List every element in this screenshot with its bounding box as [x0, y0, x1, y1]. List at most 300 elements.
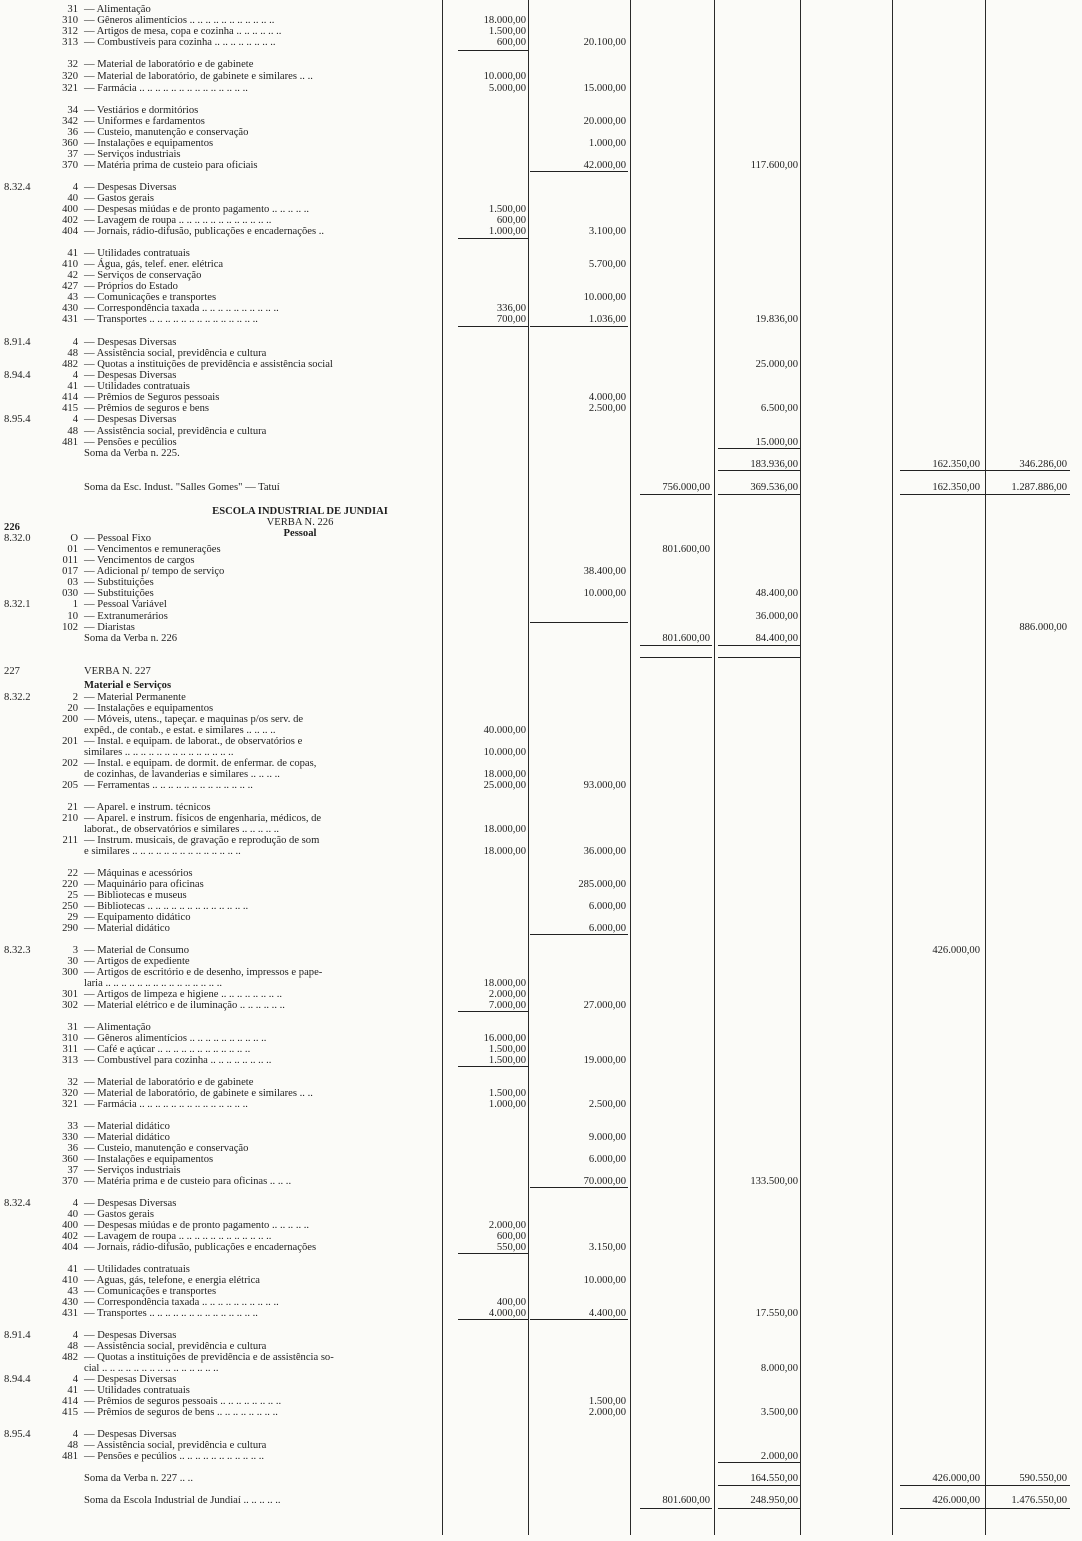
item-code: 3	[72, 945, 78, 956]
item-description: — Extranumerários	[84, 611, 168, 622]
item-code: 250	[62, 901, 78, 912]
item-code: 430	[62, 303, 78, 314]
amount-col-3: 801.600,00	[662, 633, 710, 644]
item-description: — Material de Consumo	[84, 945, 190, 956]
ledger-row	[0, 226, 1080, 238]
amount-col-2: 1.036,00	[588, 314, 626, 325]
amount-col-5: 426.000,00	[932, 945, 980, 956]
ledger-row	[0, 71, 1080, 83]
amount-col-1: 2.000,00	[488, 1220, 526, 1231]
item-code: 4	[72, 182, 78, 193]
item-description: — Material de laboratório, de gabinete e similares .. ..	[84, 1088, 313, 1099]
total-rule	[718, 657, 800, 658]
item-description: — Artigos de mesa, copa e cozinha .. .. .. .. .. ..	[84, 26, 282, 37]
margin-verba-226: 226	[4, 522, 20, 533]
item-description: — Matéria prima e de custeio para oficinas .. .. ..	[84, 1176, 292, 1187]
item-description: — Transportes .. .. .. .. .. .. .. .. .. .. .. .. .. ..	[84, 314, 258, 325]
amount-col-1: 2.000,00	[488, 989, 526, 1000]
item-description: — Serviços de conservação	[84, 270, 202, 281]
item-description: — Material de laboratório e de gabinete	[84, 59, 254, 70]
item-description: — Uniformes e fardamentos	[84, 116, 205, 127]
item-code: 431	[62, 1308, 78, 1319]
amount-col-3: 756.000,00	[662, 482, 710, 493]
item-description: — Artigos de limpeza e higiene .. .. .. .. .. .. .. ..	[84, 989, 283, 1000]
amount-col-3: 801.600,00	[662, 1495, 710, 1506]
item-code: 320	[62, 71, 78, 82]
item-code: 402	[62, 215, 78, 226]
item-description: — Despesas miúdas e de pronto pagamento .. .. .. .. ..	[84, 204, 310, 215]
ledger-row	[0, 37, 1080, 49]
amount-col-2: 3.100,00	[588, 226, 626, 237]
amount-col-4: 133.500,00	[750, 1176, 798, 1187]
item-description: — Utilidades contratuais	[84, 1385, 190, 1396]
amount-col-4: 3.500,00	[760, 1407, 798, 1418]
item-description: similares .. .. .. .. .. .. .. .. .. .. .. .. .. ..	[84, 747, 234, 758]
amount-col-2: 70.000,00	[583, 1176, 626, 1187]
item-code: 360	[62, 138, 78, 149]
item-code: 211	[62, 835, 78, 846]
amount-col-2: 10.000,00	[583, 292, 626, 303]
amount-col-1: 1.500,00	[488, 204, 526, 215]
item-code: 48	[67, 1440, 78, 1451]
ledger-row	[0, 846, 1080, 858]
amount-col-4: 2.000,00	[760, 1451, 798, 1462]
amount-col-2: 2.500,00	[588, 403, 626, 414]
classification-code: 8.95.4	[4, 1429, 31, 1440]
amount-col-5: 426.000,00	[932, 1473, 980, 1484]
item-description: laborat., de observatórios e similares .. .. .. .. ..	[84, 824, 280, 835]
item-description: — Material didático	[84, 923, 170, 934]
item-description: — Despesas Diversas	[84, 1374, 177, 1385]
school-title: ESCOLA INDUSTRIAL DE JUNDIAI	[212, 506, 388, 517]
item-description: — Utilidades contratuais	[84, 1264, 190, 1275]
amount-col-2: 10.000,00	[583, 588, 626, 599]
ledger-row	[0, 1473, 1080, 1485]
ledger-row	[0, 1099, 1080, 1111]
amount-col-6: 590.550,00	[1019, 1473, 1067, 1484]
item-code: 313	[62, 37, 78, 48]
item-description: — Diaristas	[84, 622, 135, 633]
amount-col-1: 700,00	[496, 314, 526, 325]
amount-col-5: 426.000,00	[932, 1495, 980, 1506]
item-description: — Despesas Diversas	[84, 370, 177, 381]
item-code: 205	[62, 780, 78, 791]
item-code: 011	[62, 555, 78, 566]
item-code: 4	[72, 1330, 78, 1341]
ledger-row	[0, 83, 1080, 95]
item-code: 481	[62, 437, 78, 448]
item-description: — Gêneros alimentícios .. .. .. .. .. .. .. .. .. .. ..	[84, 15, 275, 26]
amount-col-2: 93.000,00	[583, 780, 626, 791]
amount-col-2: 5.700,00	[588, 259, 626, 270]
total-rule	[458, 326, 528, 327]
item-code: 321	[62, 1099, 78, 1110]
item-code: 37	[67, 149, 78, 160]
item-description: Material e Serviços	[84, 680, 172, 691]
item-code: 481	[62, 1451, 78, 1462]
total-rule	[718, 645, 800, 646]
ledger-row	[0, 1055, 1080, 1067]
item-description: Soma da Verba n. 225.	[84, 448, 180, 459]
ledger-row	[0, 780, 1080, 792]
item-description: cial .. .. .. .. .. .. .. .. .. .. .. .. .. .. ..	[84, 1363, 219, 1374]
classification-code: 8.32.3	[4, 945, 31, 956]
amount-col-1: 1.500,00	[488, 1055, 526, 1066]
item-code: 415	[62, 403, 78, 414]
amount-col-2: 1.000,00	[588, 138, 626, 149]
item-code: 34	[67, 105, 78, 116]
amount-col-1: 600,00	[496, 37, 526, 48]
total-rule	[985, 1485, 1070, 1486]
item-code: 427	[62, 281, 78, 292]
item-code: 311	[62, 1044, 78, 1055]
item-code: 40	[67, 193, 78, 204]
item-description: — Assistência social, previdência e cultura	[84, 1440, 267, 1451]
item-description: — Material didático	[84, 1132, 170, 1143]
item-description: VERBA N. 227	[84, 666, 151, 677]
amount-col-1: 1.500,00	[488, 1044, 526, 1055]
item-code: 030	[62, 588, 78, 599]
item-description: — Farmácia .. .. .. .. .. .. .. .. .. .. .. .. .. ..	[84, 1099, 248, 1110]
ledger-row	[0, 666, 1080, 678]
amount-col-6: 1.287.886,00	[1011, 482, 1067, 493]
item-code: 41	[67, 381, 78, 392]
amount-col-4: 15.000,00	[755, 437, 798, 448]
item-description: — Vestiários e dormitórios	[84, 105, 199, 116]
item-description: — Custeio, manutenção e conservação	[84, 127, 249, 138]
item-description: — Artigos de expediente	[84, 956, 190, 967]
classification-code: 8.94.4	[4, 1374, 31, 1385]
item-code: 01	[67, 544, 78, 555]
item-code: 4	[72, 337, 78, 348]
item-description: — Ferramentas .. .. .. .. .. .. .. .. .. .. .. .. ..	[84, 780, 253, 791]
item-description: — Bibliotecas e museus	[84, 890, 187, 901]
amount-col-1: 600,00	[496, 1231, 526, 1242]
total-rule	[718, 494, 800, 495]
item-description: — Custeio, manutenção e conservação	[84, 1143, 249, 1154]
item-code: 430	[62, 1297, 78, 1308]
amount-col-2: 36.000,00	[583, 846, 626, 857]
item-code: 302	[62, 1000, 78, 1011]
item-description: — Prêmios de seguros pessoais .. .. .. .. .. .. .. ..	[84, 1396, 282, 1407]
classification-code: 8.32.4	[4, 182, 31, 193]
item-description: expêd., de contab., e estat. e similares .. .. .. ..	[84, 725, 276, 736]
item-description: — Instalações e equipamentos	[84, 703, 214, 714]
item-code: 32	[67, 1077, 78, 1088]
amount-col-2: 4.400,00	[588, 1308, 626, 1319]
item-code: 210	[62, 813, 78, 824]
item-code: 22	[67, 868, 78, 879]
amount-col-4: 117.600,00	[750, 160, 798, 171]
item-description: — Instal. e equipam. de dormit. de enfermar. de copas,	[84, 758, 317, 769]
item-description: — Água, gás, telef. ener. elétrica	[84, 259, 224, 270]
ledger-row	[0, 599, 1080, 611]
amount-col-2: 15.000,00	[583, 83, 626, 94]
item-code: 360	[62, 1154, 78, 1165]
ledger-row	[0, 59, 1080, 71]
amount-col-1: 336,00	[496, 303, 526, 314]
item-description: — Lavagem de roupa .. .. .. .. .. .. .. .. .. .. .. ..	[84, 215, 272, 226]
amount-col-1: 10.000,00	[483, 747, 526, 758]
item-description: — Pensões e pecúlios	[84, 437, 177, 448]
item-description: — Maquinário para oficinas	[84, 879, 204, 890]
item-description: — Comunicações e transportes	[84, 1286, 217, 1297]
classification-code: 8.95.4	[4, 414, 31, 425]
amount-col-1: 10.000,00	[483, 71, 526, 82]
amount-col-2: 6.000,00	[588, 1154, 626, 1165]
item-description: — Assistência social, previdência e cultura	[84, 348, 267, 359]
item-code: 414	[62, 392, 78, 403]
item-description: — Vencimentos e remunerações	[84, 544, 221, 555]
item-code: 4	[72, 1198, 78, 1209]
amount-col-2: 38.400,00	[583, 566, 626, 577]
item-code: 1	[72, 599, 78, 610]
amount-col-4: 48.400,00	[755, 588, 798, 599]
item-description: — Gastos gerais	[84, 1209, 155, 1220]
item-description: — Alimentação	[84, 4, 151, 15]
amount-col-1: 1.000,00	[488, 226, 526, 237]
total-rule	[640, 657, 712, 658]
ledger-row	[0, 482, 1080, 494]
amount-col-4: 19.836,00	[755, 314, 798, 325]
item-description: — Prêmios de Seguros pessoais	[84, 392, 220, 403]
item-description: e similares .. .. .. .. .. .. .. .. .. .. .. .. .. ..	[84, 846, 241, 857]
item-description: — Despesas Diversas	[84, 414, 177, 425]
item-description: — Aguas, gás, telefone, e energia elétrica	[84, 1275, 260, 1286]
item-code: 31	[67, 4, 78, 15]
amount-col-2: 27.000,00	[583, 1000, 626, 1011]
item-code: 33	[67, 1121, 78, 1132]
item-code: 312	[62, 26, 78, 37]
item-code: 321	[62, 83, 78, 94]
item-code: 415	[62, 1407, 78, 1418]
item-description: — Assistência social, previdência e cultura	[84, 1341, 267, 1352]
amount-col-4: 183.936,00	[750, 459, 798, 470]
item-description: — Bibliotecas .. .. .. .. .. .. .. .. .. .. .. .. ..	[84, 901, 249, 912]
amount-col-4: 8.000,00	[760, 1363, 798, 1374]
amount-col-2: 10.000,00	[583, 1275, 626, 1286]
item-code: 41	[67, 1264, 78, 1275]
item-code: 200	[62, 714, 78, 725]
item-description: — Instal. e equipam. de laborat., de observatórios e	[84, 736, 303, 747]
amount-col-1: 400,00	[496, 1297, 526, 1308]
item-description: — Substituições	[84, 588, 154, 599]
amount-col-2: 1.500,00	[588, 1396, 626, 1407]
amount-col-4: 248.950,00	[750, 1495, 798, 1506]
total-rule	[458, 238, 528, 239]
amount-col-1: 1.500,00	[488, 1088, 526, 1099]
item-description: — Material de laboratório e de gabinete	[84, 1077, 254, 1088]
item-description: laria .. .. .. .. .. .. .. .. .. .. .. .. .. .. ..	[84, 978, 222, 989]
item-description: — Combustível para cozinha .. .. .. .. .. .. .. ..	[84, 1055, 272, 1066]
amount-col-4: 17.550,00	[755, 1308, 798, 1319]
item-code: 29	[67, 912, 78, 923]
item-code: 20	[67, 703, 78, 714]
item-code: 36	[67, 1143, 78, 1154]
item-code: 43	[67, 292, 78, 303]
item-description: — Móveis, utens., tapeçar. e maquinas p/os serv. de	[84, 714, 304, 725]
item-code: 48	[67, 426, 78, 437]
item-description: — Material de laboratório, de gabinete e similares .. ..	[84, 71, 313, 82]
item-description: — Adicional p/ tempo de serviço	[84, 566, 225, 577]
item-code: 410	[62, 1275, 78, 1286]
ledger-row	[0, 633, 1080, 645]
amount-col-2: 19.000,00	[583, 1055, 626, 1066]
item-description: — Comunicações e transportes	[84, 292, 217, 303]
amount-col-2: 2.000,00	[588, 1407, 626, 1418]
item-code: 102	[62, 622, 78, 633]
item-description: Soma da Verba n. 226	[84, 633, 178, 644]
amount-col-1: 18.000,00	[483, 978, 526, 989]
amount-col-3: 801.600,00	[662, 544, 710, 555]
item-description: — Vencimentos de cargos	[84, 555, 195, 566]
item-description: — Jornais, rádio-difusão, publicações e encadernações	[84, 1242, 317, 1253]
item-description: — Correspondência taxada .. .. .. .. .. .. .. .. .. ..	[84, 303, 279, 314]
item-description: — Despesas Diversas	[84, 1198, 177, 1209]
amount-col-1: 25.000,00	[483, 780, 526, 791]
item-code: 32	[67, 59, 78, 70]
item-description: — Material elétrico e de iluminação .. .. .. .. .. ..	[84, 1000, 285, 1011]
ledger-row	[0, 1176, 1080, 1188]
ledger-row	[0, 314, 1080, 326]
item-code: 41	[67, 248, 78, 259]
ledger-row	[0, 459, 1080, 471]
amount-col-1: 5.000,00	[488, 83, 526, 94]
amount-col-1: 18.000,00	[483, 824, 526, 835]
item-description: — Jornais, rádio-difusão, publicações e encadernações ..	[84, 226, 325, 237]
item-code: 31	[67, 1022, 78, 1033]
item-code: 310	[62, 1033, 78, 1044]
total-rule	[458, 50, 528, 51]
item-code: 30	[67, 956, 78, 967]
amount-col-4: 36.000,00	[755, 611, 798, 622]
item-code: 48	[67, 1341, 78, 1352]
item-description: — Utilidades contratuais	[84, 248, 190, 259]
item-code: 201	[62, 736, 78, 747]
total-rule	[985, 494, 1070, 495]
item-description: — Despesas Diversas	[84, 1429, 177, 1440]
item-description: — Café e açúcar .. .. .. .. .. .. .. .. .. .. .. ..	[84, 1044, 251, 1055]
amount-col-6: 346.286,00	[1019, 459, 1067, 470]
amount-col-2: 4.000,00	[588, 392, 626, 403]
amount-col-2: 3.150,00	[588, 1242, 626, 1253]
item-code: 402	[62, 1231, 78, 1242]
item-description: — Despesas Diversas	[84, 1330, 177, 1341]
classification-code: 8.91.4	[4, 337, 31, 348]
item-code: 202	[62, 758, 78, 769]
amount-col-6: 886.000,00	[1019, 622, 1067, 633]
item-description: — Despesas miúdas e de pronto pagamento .. .. .. .. ..	[84, 1220, 310, 1231]
item-description: — Equipamento didático	[84, 912, 191, 923]
amount-col-6: 1.476.550,00	[1011, 1495, 1067, 1506]
item-description: — Utilidades contratuais	[84, 381, 190, 392]
item-code: 40	[67, 1209, 78, 1220]
item-description: — Matéria prima de custeio para oficiais	[84, 160, 258, 171]
item-code: 21	[67, 802, 78, 813]
item-code: O	[70, 533, 78, 544]
item-code: 42	[67, 270, 78, 281]
item-description: — Despesas Diversas	[84, 337, 177, 348]
item-code: 404	[62, 1242, 78, 1253]
total-rule	[900, 1508, 985, 1509]
item-description: — Próprios do Estado	[84, 281, 178, 292]
total-rule	[640, 645, 712, 646]
item-code: 03	[67, 577, 78, 588]
item-description: — Serviços industriais	[84, 149, 181, 160]
classification-code: 8.32.1	[4, 599, 31, 610]
item-code: 36	[67, 127, 78, 138]
item-code: 2	[72, 692, 78, 703]
item-code: 017	[62, 566, 78, 577]
ledger-row	[0, 1407, 1080, 1419]
ledger-row	[0, 1495, 1080, 1507]
item-code: 313	[62, 1055, 78, 1066]
item-description: — Pessoal Fixo	[84, 533, 152, 544]
item-code: 431	[62, 314, 78, 325]
classification-code: 8.32.4	[4, 1198, 31, 1209]
amount-col-2: 20.000,00	[583, 116, 626, 127]
item-description: — Quotas a instituições de previdência e de assistência so-	[84, 1352, 334, 1363]
total-rule	[900, 494, 985, 495]
item-description: — Despesas Diversas	[84, 182, 177, 193]
amount-col-4: 369.536,00	[750, 482, 798, 493]
item-description: — Serviços industriais	[84, 1165, 181, 1176]
item-description: — Prêmios de seguros de bens .. .. .. .. .. .. .. ..	[84, 1407, 278, 1418]
item-code: 330	[62, 1132, 78, 1143]
item-description: — Farmácia .. .. .. .. .. .. .. .. .. .. .. .. .. ..	[84, 83, 248, 94]
amount-col-4: 164.550,00	[750, 1473, 798, 1484]
item-code: 25	[67, 890, 78, 901]
item-code: 4	[72, 370, 78, 381]
amount-col-4: 84.400,00	[755, 633, 798, 644]
item-description: — Gastos gerais	[84, 193, 155, 204]
item-description: — Combustíveis para cozinha .. .. .. .. .. .. .. ..	[84, 37, 276, 48]
item-description: — Prêmios de seguros e bens	[84, 403, 210, 414]
pessoal-heading: Pessoal	[283, 528, 317, 539]
ledger-row	[0, 414, 1080, 426]
amount-col-1: 600,00	[496, 215, 526, 226]
item-code: 301	[62, 989, 78, 1000]
amount-col-1: 16.000,00	[483, 1033, 526, 1044]
item-code: 482	[62, 359, 78, 370]
margin-verba-227: 227	[4, 666, 20, 677]
item-code: 310	[62, 15, 78, 26]
item-description: Soma da Verba n. 227 .. ..	[84, 1473, 193, 1484]
amount-col-2: 2.500,00	[588, 1099, 626, 1110]
ledger-row	[0, 160, 1080, 172]
item-description: — Instalações e equipamentos	[84, 138, 214, 149]
ledger-row	[0, 1000, 1080, 1012]
item-code: 342	[62, 116, 78, 127]
amount-col-1: 40.000,00	[483, 725, 526, 736]
item-code: 370	[62, 160, 78, 171]
item-code: 400	[62, 1220, 78, 1231]
ledger-row	[0, 1242, 1080, 1254]
item-description: — Substituições	[84, 577, 154, 588]
total-rule	[718, 1508, 800, 1509]
item-code: 414	[62, 1396, 78, 1407]
amount-col-1: 1.000,00	[488, 1099, 526, 1110]
amount-col-1: 550,00	[496, 1242, 526, 1253]
total-rule	[530, 326, 628, 327]
item-description: Soma da Esc. Indust. "Salles Gomes" — Tatuí	[84, 482, 280, 493]
amount-col-4: 6.500,00	[760, 403, 798, 414]
ledger-row	[0, 923, 1080, 935]
amount-col-5: 162.350,00	[932, 459, 980, 470]
item-code: 400	[62, 204, 78, 215]
amount-col-2: 42.000,00	[583, 160, 626, 171]
total-rule	[640, 494, 712, 495]
